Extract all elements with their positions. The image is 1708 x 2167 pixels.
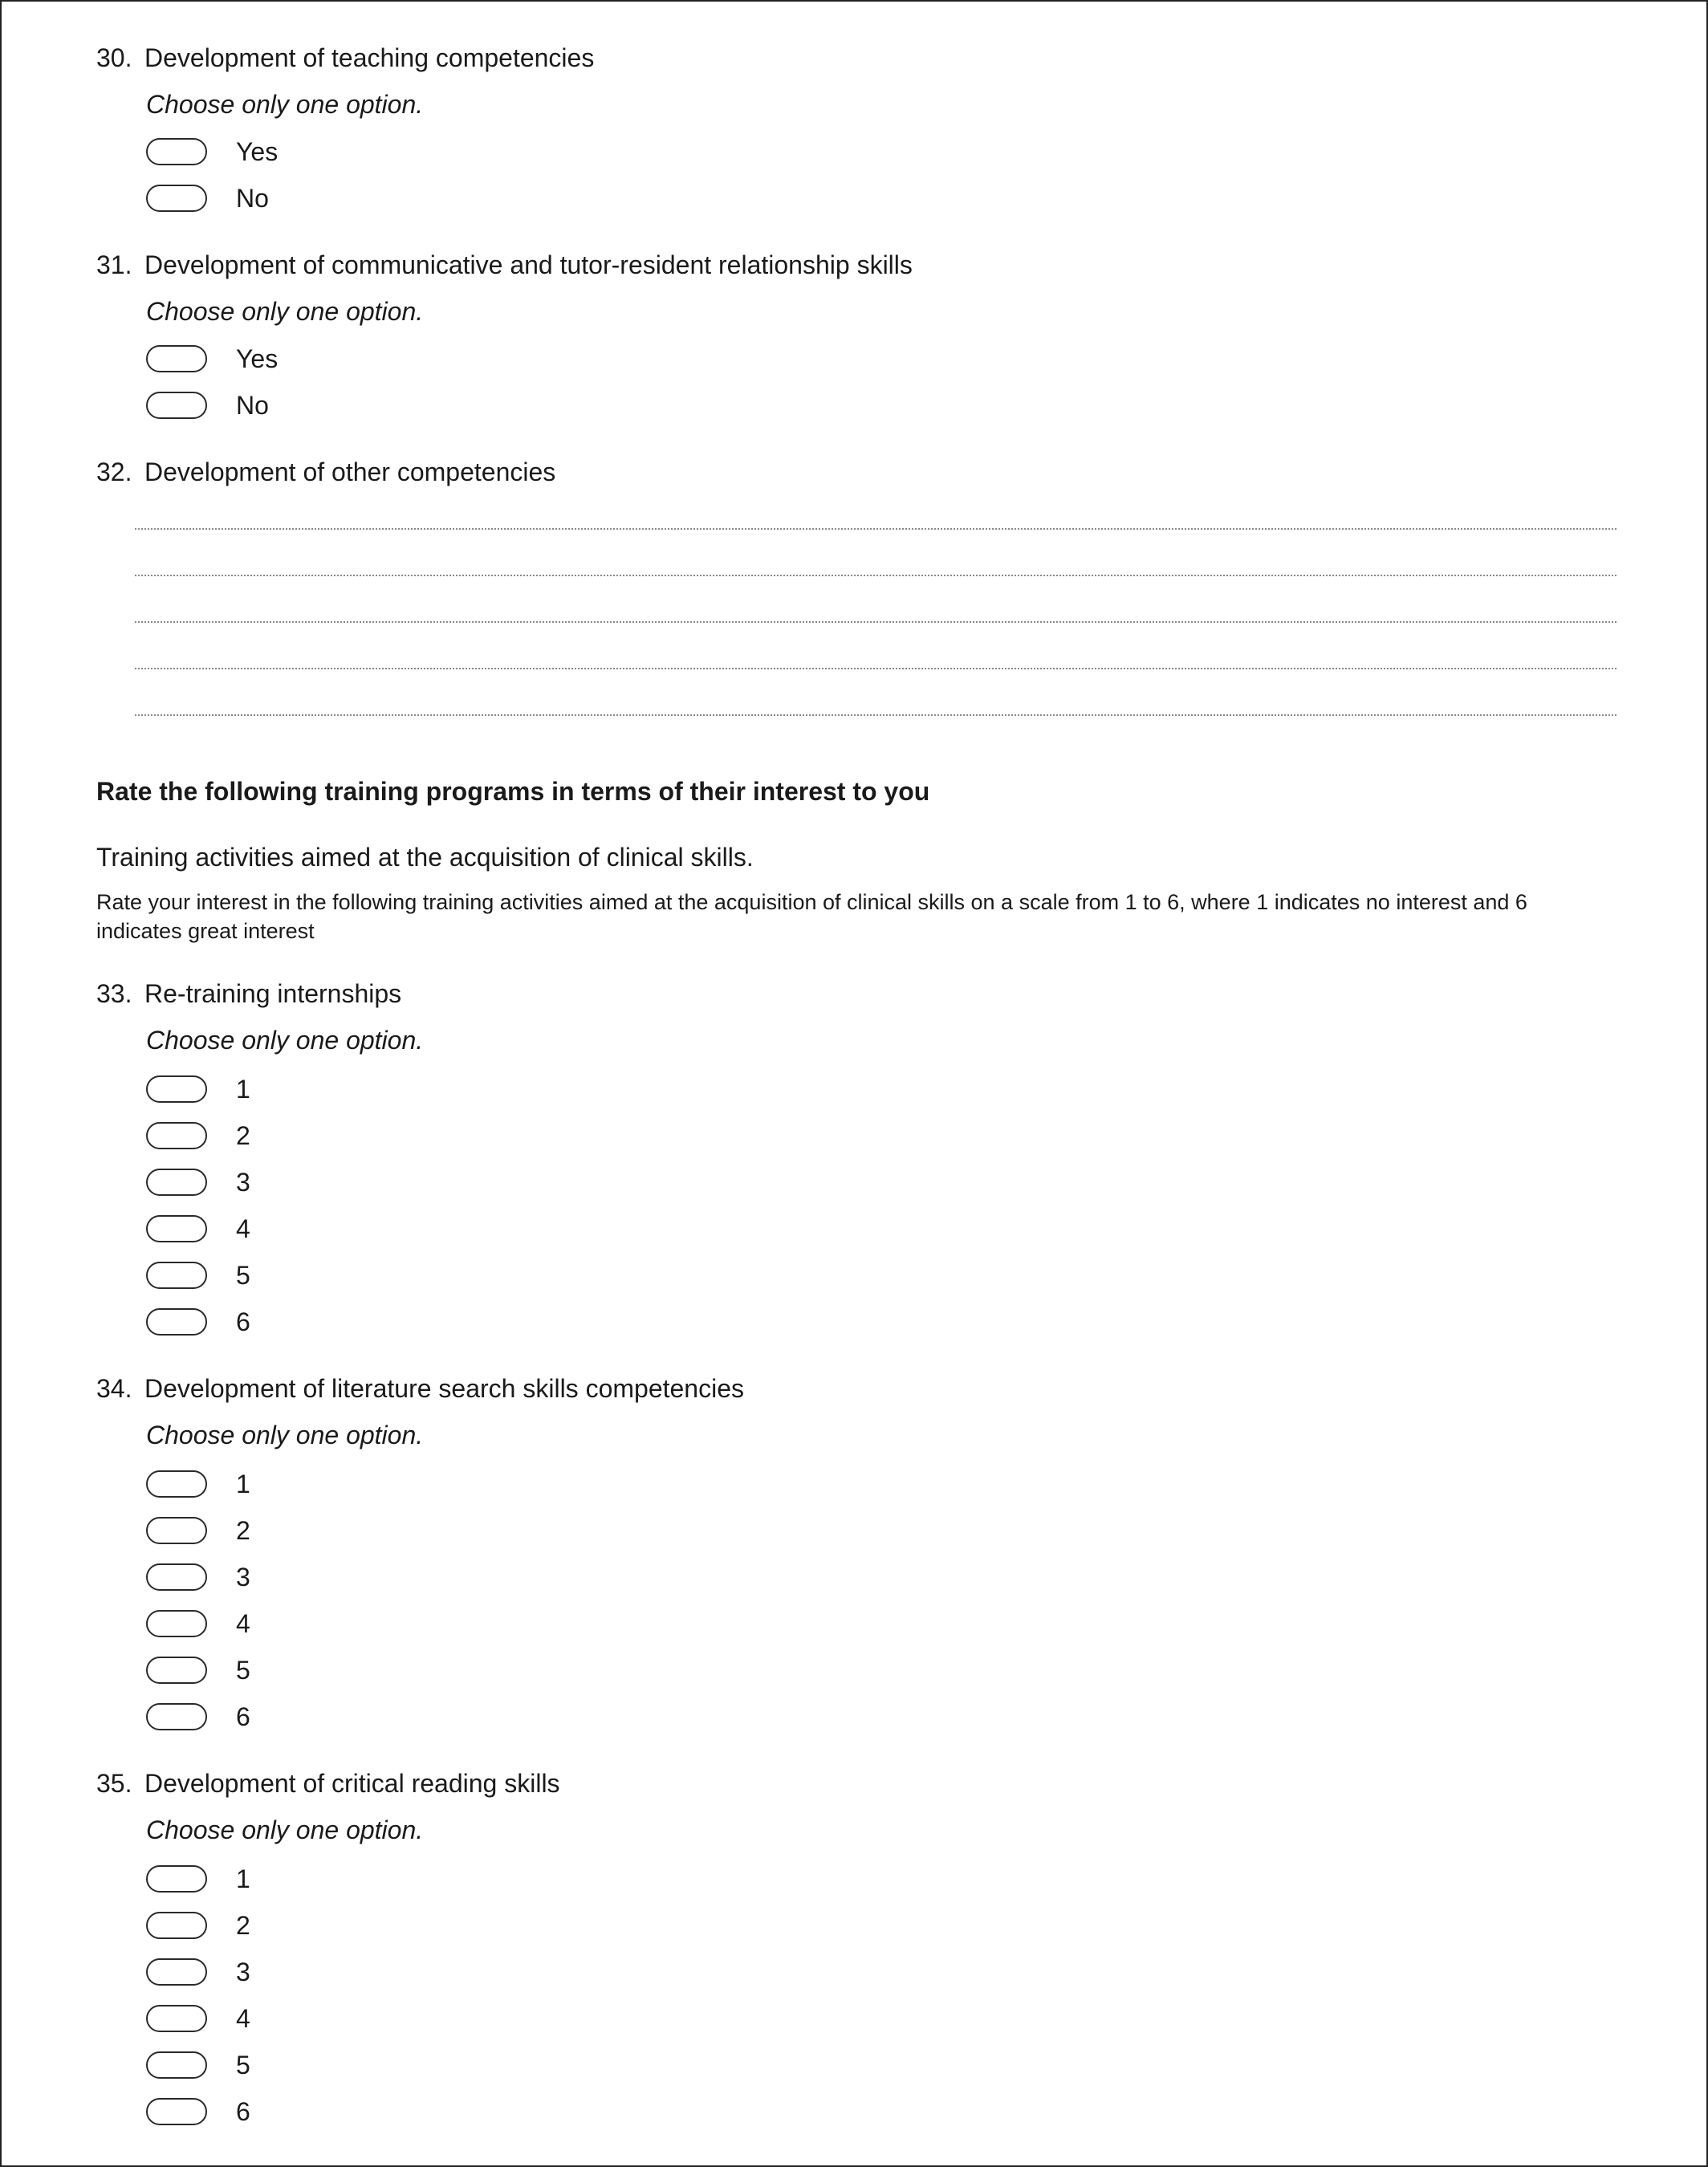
radio-bubble[interactable] [146, 2051, 207, 2079]
option-label: 2 [236, 1911, 250, 1940]
radio-bubble[interactable] [146, 2098, 207, 2125]
option-label: 6 [236, 1307, 250, 1336]
question-text: Development of literature search skills competencies [144, 1374, 744, 1403]
option-label: 4 [236, 2004, 250, 2033]
instruction-text: Choose only one option. [146, 1421, 424, 1449]
option-label: Yes [236, 137, 279, 166]
question-text: Development of communicative and tutor-resident relationship skills [144, 250, 913, 279]
option-label: 6 [236, 2097, 250, 2126]
question-number: 30. [96, 43, 132, 72]
option-label: 3 [236, 1958, 250, 1986]
question-number: 32. [96, 457, 132, 486]
question-number: 35. [96, 1769, 132, 1798]
option-label: 5 [236, 1261, 250, 1290]
option-label: 4 [236, 1609, 250, 1638]
option-label: Yes [236, 344, 279, 373]
radio-bubble[interactable] [146, 1657, 207, 1684]
radio-bubble[interactable] [146, 1958, 207, 1986]
option-label: No [236, 184, 269, 213]
question-number: 31. [96, 250, 132, 279]
radio-bubble[interactable] [146, 1517, 207, 1544]
instruction-text: Choose only one option. [146, 90, 424, 119]
radio-bubble[interactable] [146, 1563, 207, 1591]
radio-bubble[interactable] [146, 1865, 207, 1893]
answer-line[interactable] [135, 575, 1616, 576]
section-heading: Rate the following training programs in terms of their interest to you [96, 777, 930, 806]
radio-bubble[interactable] [146, 392, 207, 419]
radio-bubble[interactable] [146, 1912, 207, 1939]
radio-bubble[interactable] [146, 1308, 207, 1336]
radio-bubble[interactable] [146, 1610, 207, 1637]
question-35-title [96, 1767, 560, 1799]
radio-bubble[interactable] [146, 185, 207, 212]
question-34-title [96, 1372, 744, 1405]
option-label: 2 [236, 1121, 250, 1150]
radio-bubble[interactable] [146, 138, 207, 165]
question-text: Development of teaching competencies [144, 43, 595, 72]
radio-bubble[interactable] [146, 345, 207, 372]
radio-bubble[interactable] [146, 1470, 207, 1498]
option-label: 4 [236, 1214, 250, 1243]
question-30-title [96, 42, 594, 74]
radio-bubble[interactable] [146, 2005, 207, 2032]
option-label: 3 [236, 1168, 250, 1197]
question-text: Development of critical reading skills [144, 1769, 560, 1798]
question-31-title [96, 249, 913, 281]
instruction-text: Choose only one option. [146, 1815, 424, 1844]
instruction-text: Choose only one option. [146, 297, 424, 326]
answer-line[interactable] [135, 621, 1616, 623]
answer-line[interactable] [135, 714, 1616, 716]
radio-bubble[interactable] [146, 1075, 207, 1103]
option-label: 6 [236, 1702, 250, 1731]
radio-bubble[interactable] [146, 1122, 207, 1149]
section-subheading: Training activities aimed at the acquisition of clinical skills. [96, 843, 754, 872]
option-label: 5 [236, 1656, 250, 1685]
option-label: No [236, 391, 269, 420]
question-text: Re-training internships [144, 979, 402, 1008]
question-number: 34. [96, 1374, 132, 1403]
option-label: 3 [236, 1563, 250, 1592]
section-description: Rate your interest in the following training activities aimed at the acquisition of clinical skills on a scale from 1 to 6, where 1 indicates no interest and 6 indicates great interest [96, 890, 1527, 943]
answer-line[interactable] [135, 528, 1616, 530]
question-33-title [96, 978, 401, 1010]
question-text: Development of other competencies [144, 457, 556, 486]
option-label: 1 [236, 1470, 250, 1498]
option-label: 1 [236, 1864, 250, 1893]
radio-bubble[interactable] [146, 1215, 207, 1242]
radio-bubble[interactable] [146, 1262, 207, 1289]
radio-bubble[interactable] [146, 1169, 207, 1196]
instruction-text: Choose only one option. [146, 1026, 424, 1055]
radio-bubble[interactable] [146, 1703, 207, 1730]
question-32-title [96, 456, 555, 488]
option-label: 5 [236, 2051, 250, 2080]
answer-line[interactable] [135, 668, 1616, 669]
option-label: 1 [236, 1075, 250, 1104]
option-label: 2 [236, 1516, 250, 1545]
question-number: 33. [96, 979, 132, 1008]
